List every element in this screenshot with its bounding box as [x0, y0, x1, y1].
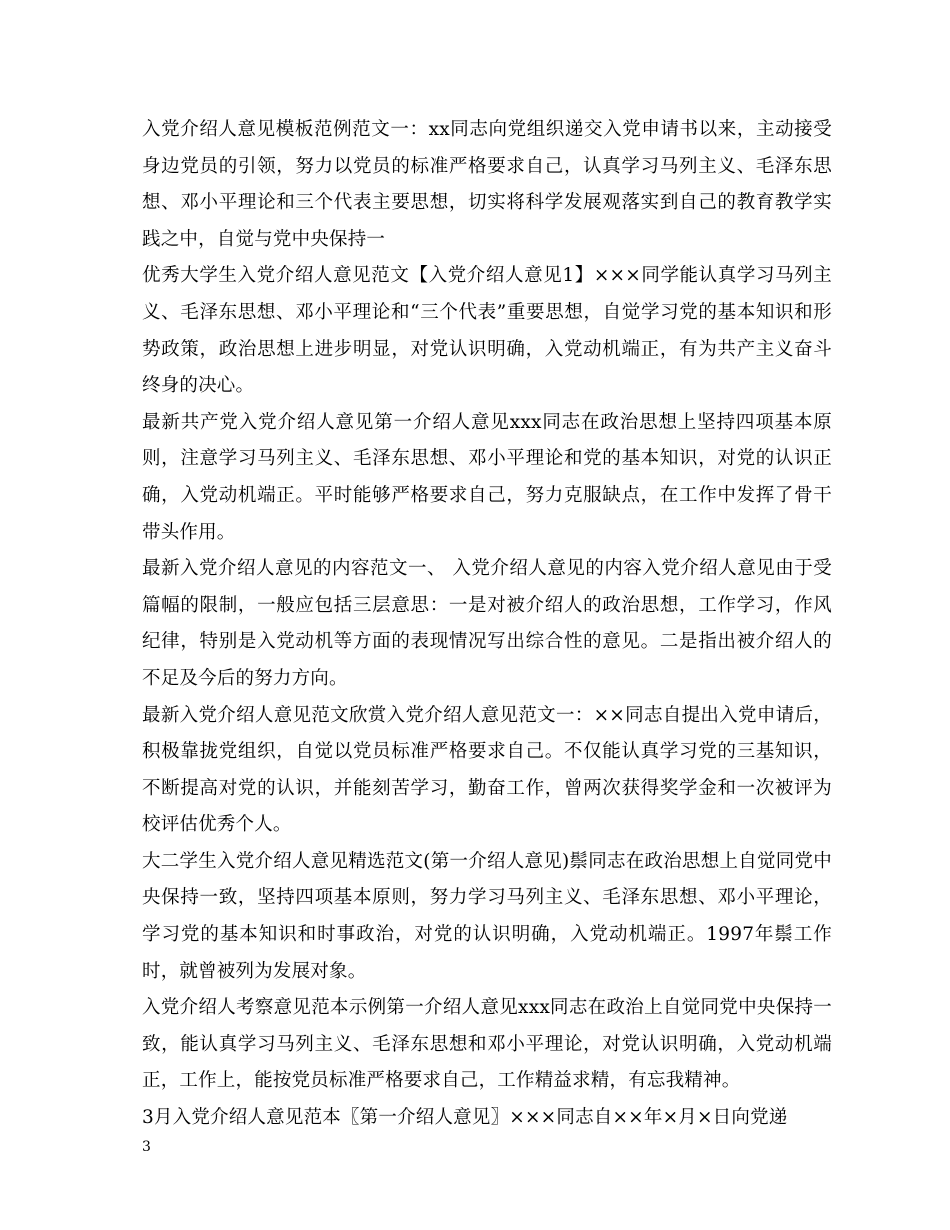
document-body [142, 112, 832, 1137]
paragraph-8: 3月入党介绍人意见范本〖第一介绍人意见〗×××同志自××年×月×日向党递 [142, 1107, 788, 1129]
paragraph-5: 最新入党介绍人意见范文欣赏入党介绍人意见范文一：××同志自提出入党申请后，积极靠拢党组织，自觉以党员标准严格要求自己。不仅能认真学习党的三基知识，不断提高对党的认识，并能刻苦学习，勤奋工作，曾两次获得奖学金和一次被评为校评估优秀个人。 [142, 704, 832, 836]
paragraph-2: 优秀大学生入党介绍人意见范文【入党介绍人意见1】×××同学能认真学习马列主义、毛泽东思想、邓小平理论和“三个代表”重要思想，自觉学习党的基本知识和形势政策，政治思想上进步明显，对党认识明确，入党动机端正，有为共产主义奋斗终身的决心。 [142, 265, 832, 397]
paragraph-7: 入党介绍人考察意见范本示例第一介绍人意见xxx同志在政治上自觉同党中央保持一致，能认真学习马列主义、毛泽东思想和邓小平理论，对党认识明确，入党动机端正，工作上，能按党员标准严格要求自己，工作精益求精，有忘我精神。 [142, 997, 832, 1092]
paragraph-4: 最新入党介绍人意见的内容范文一、 入党介绍人意见的内容入党介绍人意见由于受篇幅的限制，一般应包括三层意思：一是对被介绍人的政治思想，工作学习，作风纪律，特别是入党动机等方面的表现情况写出综合性的意见。二是指出被介绍人的不足及今后的努力方向。 [142, 558, 832, 689]
page-number: 3 [142, 1139, 151, 1155]
paragraph-1: 入党介绍人意见模板范例范文一：xx同志向党组织递交入党申请书以来，主动接受身边党员的引领，努力以党员的标准严格要求自己，认真学习马列主义、毛泽东思想、邓小平理论和三个代表主要思想，切实将科学发展观落实到自己的教育教学实践之中，自觉与党中央保持一 [142, 119, 832, 250]
paragraph-6: 大二学生入党介绍人意见精选范文(第一介绍人意见)鬃同志在政治思想上自觉同党中央保持一致，坚持四项基本原则，努力学习马列主义、毛泽东思想、邓小平理论，学习党的基本知识和时事政治，对党的认识明确，入党动机端正。1997年鬃工作时，就曾被列为发展对象。 [142, 850, 832, 982]
paragraph-3: 最新共产党入党介绍人意见第一介绍人意见xxx同志在政治思想上坚持四项基本原则，注意学习马列主义、毛泽东思想、邓小平理论和党的基本知识，对党的认识正确，入党动机端正。平时能够严格要求自己，努力克服缺点，在工作中发挥了骨干带头作用。 [142, 411, 832, 543]
